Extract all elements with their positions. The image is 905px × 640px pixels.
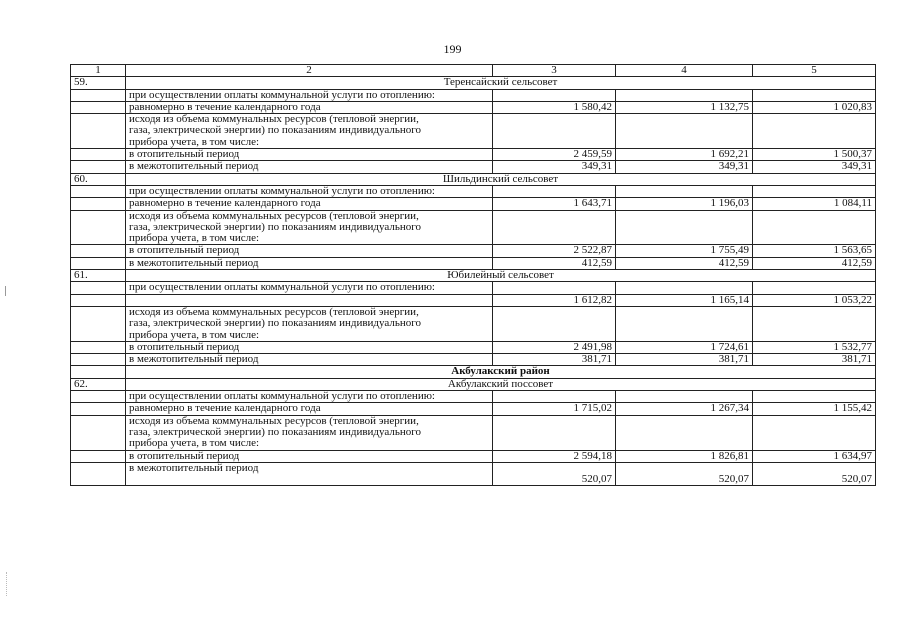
value-cell: 412,59 — [616, 257, 753, 269]
value-cell — [616, 89, 753, 101]
value-cell: 520,07 — [616, 462, 753, 486]
value-cell: 381,71 — [493, 354, 616, 366]
value-cell: 1 692,21 — [616, 149, 753, 161]
tariff-table — [70, 64, 876, 486]
table-row — [71, 403, 876, 415]
description-line: в межотопительный период — [129, 160, 259, 173]
row-description — [126, 282, 493, 294]
row-description — [126, 341, 493, 353]
row-num-cell — [71, 114, 126, 149]
value-cell — [753, 114, 876, 149]
section-number: 59. — [71, 77, 126, 89]
value-cell: 349,31 — [493, 161, 616, 173]
table-row — [71, 282, 876, 294]
row-description — [126, 89, 493, 101]
description-line: при осуществлении оплаты коммунальной услуги по отоплению: — [129, 185, 435, 197]
table-row — [71, 114, 876, 149]
description-line: исходя из объема коммунальных ресурсов (тепловой энергии, — [129, 415, 419, 427]
row-description — [126, 149, 493, 161]
section-header-row — [71, 173, 876, 185]
description-line: равномерно в течение календарного года — [129, 101, 321, 113]
value-cell: 1 612,82 — [493, 294, 616, 306]
value-cell: 1 755,49 — [616, 245, 753, 257]
row-num-cell — [71, 354, 126, 366]
row-description — [126, 114, 493, 149]
table-row — [71, 294, 876, 306]
section-title: Шильдинский сельсовет — [126, 173, 876, 185]
description-line — [129, 295, 489, 306]
description-line: прибора учета, в том числе: — [129, 328, 260, 341]
district-num-cell — [71, 366, 126, 378]
row-num-cell — [71, 185, 126, 197]
row-num-cell — [71, 462, 126, 486]
section-header-row — [71, 270, 876, 282]
description-line: в отопительный период — [129, 450, 240, 462]
row-description — [126, 185, 493, 197]
value-cell: 520,07 — [753, 462, 876, 486]
row-description — [126, 306, 493, 341]
value-cell — [753, 415, 876, 450]
value-cell — [616, 210, 753, 245]
column-header: 3 — [493, 65, 616, 77]
value-cell: 381,71 — [616, 354, 753, 366]
description-line: прибора учета, в том числе: — [129, 135, 260, 148]
column-header: 4 — [616, 65, 753, 77]
value-cell — [616, 114, 753, 149]
column-header: 5 — [753, 65, 876, 77]
description-line: при осуществлении оплаты коммунальной услуги по отоплению: — [129, 390, 435, 403]
row-description — [126, 101, 493, 113]
district-title: Акбулакский район — [126, 366, 876, 378]
row-description — [126, 450, 493, 462]
value-cell: 1 724,61 — [616, 341, 753, 353]
section-header-row — [71, 77, 876, 89]
value-cell: 1 155,42 — [753, 403, 876, 415]
value-cell: 1 084,11 — [753, 198, 876, 210]
value-cell — [493, 282, 616, 294]
column-header-row — [71, 65, 876, 77]
value-cell: 1 020,83 — [753, 101, 876, 113]
table-row — [71, 354, 876, 366]
table-row — [71, 89, 876, 101]
row-description — [126, 403, 493, 415]
table-row — [71, 210, 876, 245]
value-cell — [493, 89, 616, 101]
description-line: при осуществлении оплаты коммунальной услуги по отоплению: — [129, 281, 435, 294]
section-title: Юбилейный сельсовет — [126, 270, 876, 282]
value-cell — [753, 306, 876, 341]
value-cell: 1 532,77 — [753, 341, 876, 353]
row-num-cell — [71, 391, 126, 403]
description-line: равномерно в течение календарного года — [129, 197, 321, 210]
table-row — [71, 149, 876, 161]
table-row — [71, 245, 876, 257]
section-header-row — [71, 378, 876, 390]
value-cell: 412,59 — [493, 257, 616, 269]
description-line: газа, электрической энергии) по показаниям индивидуального — [129, 317, 421, 330]
table-row — [71, 450, 876, 462]
row-description — [126, 245, 493, 257]
margin-mark — [5, 286, 6, 296]
value-cell: 1 132,75 — [616, 101, 753, 113]
section-number: 62. — [71, 378, 126, 390]
row-num-cell — [71, 210, 126, 245]
table-row — [71, 341, 876, 353]
section-title: Акбулакский поссовет — [126, 378, 876, 390]
value-cell: 1 634,97 — [753, 450, 876, 462]
value-cell — [493, 415, 616, 450]
value-cell — [616, 415, 753, 450]
value-cell: 349,31 — [753, 161, 876, 173]
row-num-cell — [71, 161, 126, 173]
description-line: в отопительный период — [129, 341, 240, 353]
value-cell — [493, 210, 616, 245]
row-num-cell — [71, 282, 126, 294]
value-cell: 1 165,14 — [616, 294, 753, 306]
tariff-table-body — [71, 65, 876, 486]
value-cell — [753, 210, 876, 245]
description-line: равномерно в течение календарного года — [129, 402, 321, 415]
row-num-cell — [71, 403, 126, 415]
row-description — [126, 294, 493, 306]
section-number: 60. — [71, 173, 126, 185]
description-line: исходя из объема коммунальных ресурсов (тепловой энергии, — [129, 210, 419, 222]
description-line: газа, электрической энергии) по показаниям индивидуального — [129, 220, 421, 233]
value-cell — [753, 185, 876, 197]
table-row — [71, 101, 876, 113]
district-row — [71, 366, 876, 378]
value-cell — [493, 185, 616, 197]
table-row — [71, 161, 876, 173]
column-header: 2 — [126, 65, 493, 77]
description-line: прибора учета, в том числе: — [129, 232, 260, 245]
description-line: исходя из объема коммунальных ресурсов (тепловой энергии, — [129, 113, 419, 126]
description-line — [129, 474, 489, 485]
value-cell: 2 491,98 — [493, 341, 616, 353]
value-cell: 2 522,87 — [493, 245, 616, 257]
value-cell: 1 826,81 — [616, 450, 753, 462]
value-cell: 349,31 — [616, 161, 753, 173]
row-description — [126, 198, 493, 210]
row-num-cell — [71, 450, 126, 462]
value-cell: 1 053,22 — [753, 294, 876, 306]
value-cell — [493, 391, 616, 403]
description-line: газа, электрической энергии) по показаниям индивидуального — [129, 124, 421, 137]
value-cell — [493, 306, 616, 341]
table-row — [71, 306, 876, 341]
table-row — [71, 257, 876, 269]
row-num-cell — [71, 149, 126, 161]
row-num-cell — [71, 341, 126, 353]
value-cell: 412,59 — [753, 257, 876, 269]
value-cell: 1 715,02 — [493, 403, 616, 415]
value-cell — [493, 114, 616, 149]
column-header: 1 — [71, 65, 126, 77]
value-cell: 520,07 — [493, 462, 616, 486]
value-cell — [616, 185, 753, 197]
value-cell: 381,71 — [753, 354, 876, 366]
description-line: в отопительный период — [129, 244, 240, 257]
value-cell: 2 459,59 — [493, 149, 616, 161]
row-num-cell — [71, 257, 126, 269]
value-cell: 1 580,42 — [493, 101, 616, 113]
description-line: при осуществлении оплаты коммунальной услуги по отоплению: — [129, 89, 435, 101]
row-num-cell — [71, 245, 126, 257]
row-description — [126, 462, 493, 486]
row-description — [126, 354, 493, 366]
row-description — [126, 257, 493, 269]
row-num-cell — [71, 294, 126, 306]
value-cell — [753, 282, 876, 294]
value-cell — [753, 391, 876, 403]
description-line: прибора учета, в том числе: — [129, 437, 260, 450]
section-number: 61. — [71, 270, 126, 282]
description-line: исходя из объема коммунальных ресурсов (тепловой энергии, — [129, 306, 419, 318]
value-cell: 1 500,37 — [753, 149, 876, 161]
value-cell: 1 196,03 — [616, 198, 753, 210]
table-row — [71, 391, 876, 403]
description-line: в межотопительный период — [129, 462, 259, 474]
value-cell: 1 643,71 — [493, 198, 616, 210]
description-line: в межотопительный период — [129, 257, 259, 269]
value-cell — [616, 306, 753, 341]
row-num-cell — [71, 415, 126, 450]
row-description — [126, 391, 493, 403]
description-line: в отопительный период — [129, 148, 240, 161]
table-row — [71, 185, 876, 197]
row-num-cell — [71, 101, 126, 113]
row-num-cell — [71, 198, 126, 210]
row-description — [126, 415, 493, 450]
value-cell — [616, 282, 753, 294]
description-line: газа, электрической энергии) по показаниям индивидуального — [129, 425, 421, 438]
row-description — [126, 210, 493, 245]
row-num-cell — [71, 306, 126, 341]
section-title: Теренсайский сельсовет — [126, 77, 876, 89]
row-description — [126, 161, 493, 173]
table-row — [71, 198, 876, 210]
value-cell: 2 594,18 — [493, 450, 616, 462]
page-number: 199 — [443, 42, 462, 56]
table-row — [71, 415, 876, 450]
table-row — [71, 462, 876, 486]
row-num-cell — [71, 89, 126, 101]
value-cell — [616, 391, 753, 403]
value-cell: 1 267,34 — [616, 403, 753, 415]
margin-dots — [6, 572, 9, 596]
value-cell: 1 563,65 — [753, 245, 876, 257]
value-cell — [753, 89, 876, 101]
description-line: в межотопительный период — [129, 353, 259, 366]
